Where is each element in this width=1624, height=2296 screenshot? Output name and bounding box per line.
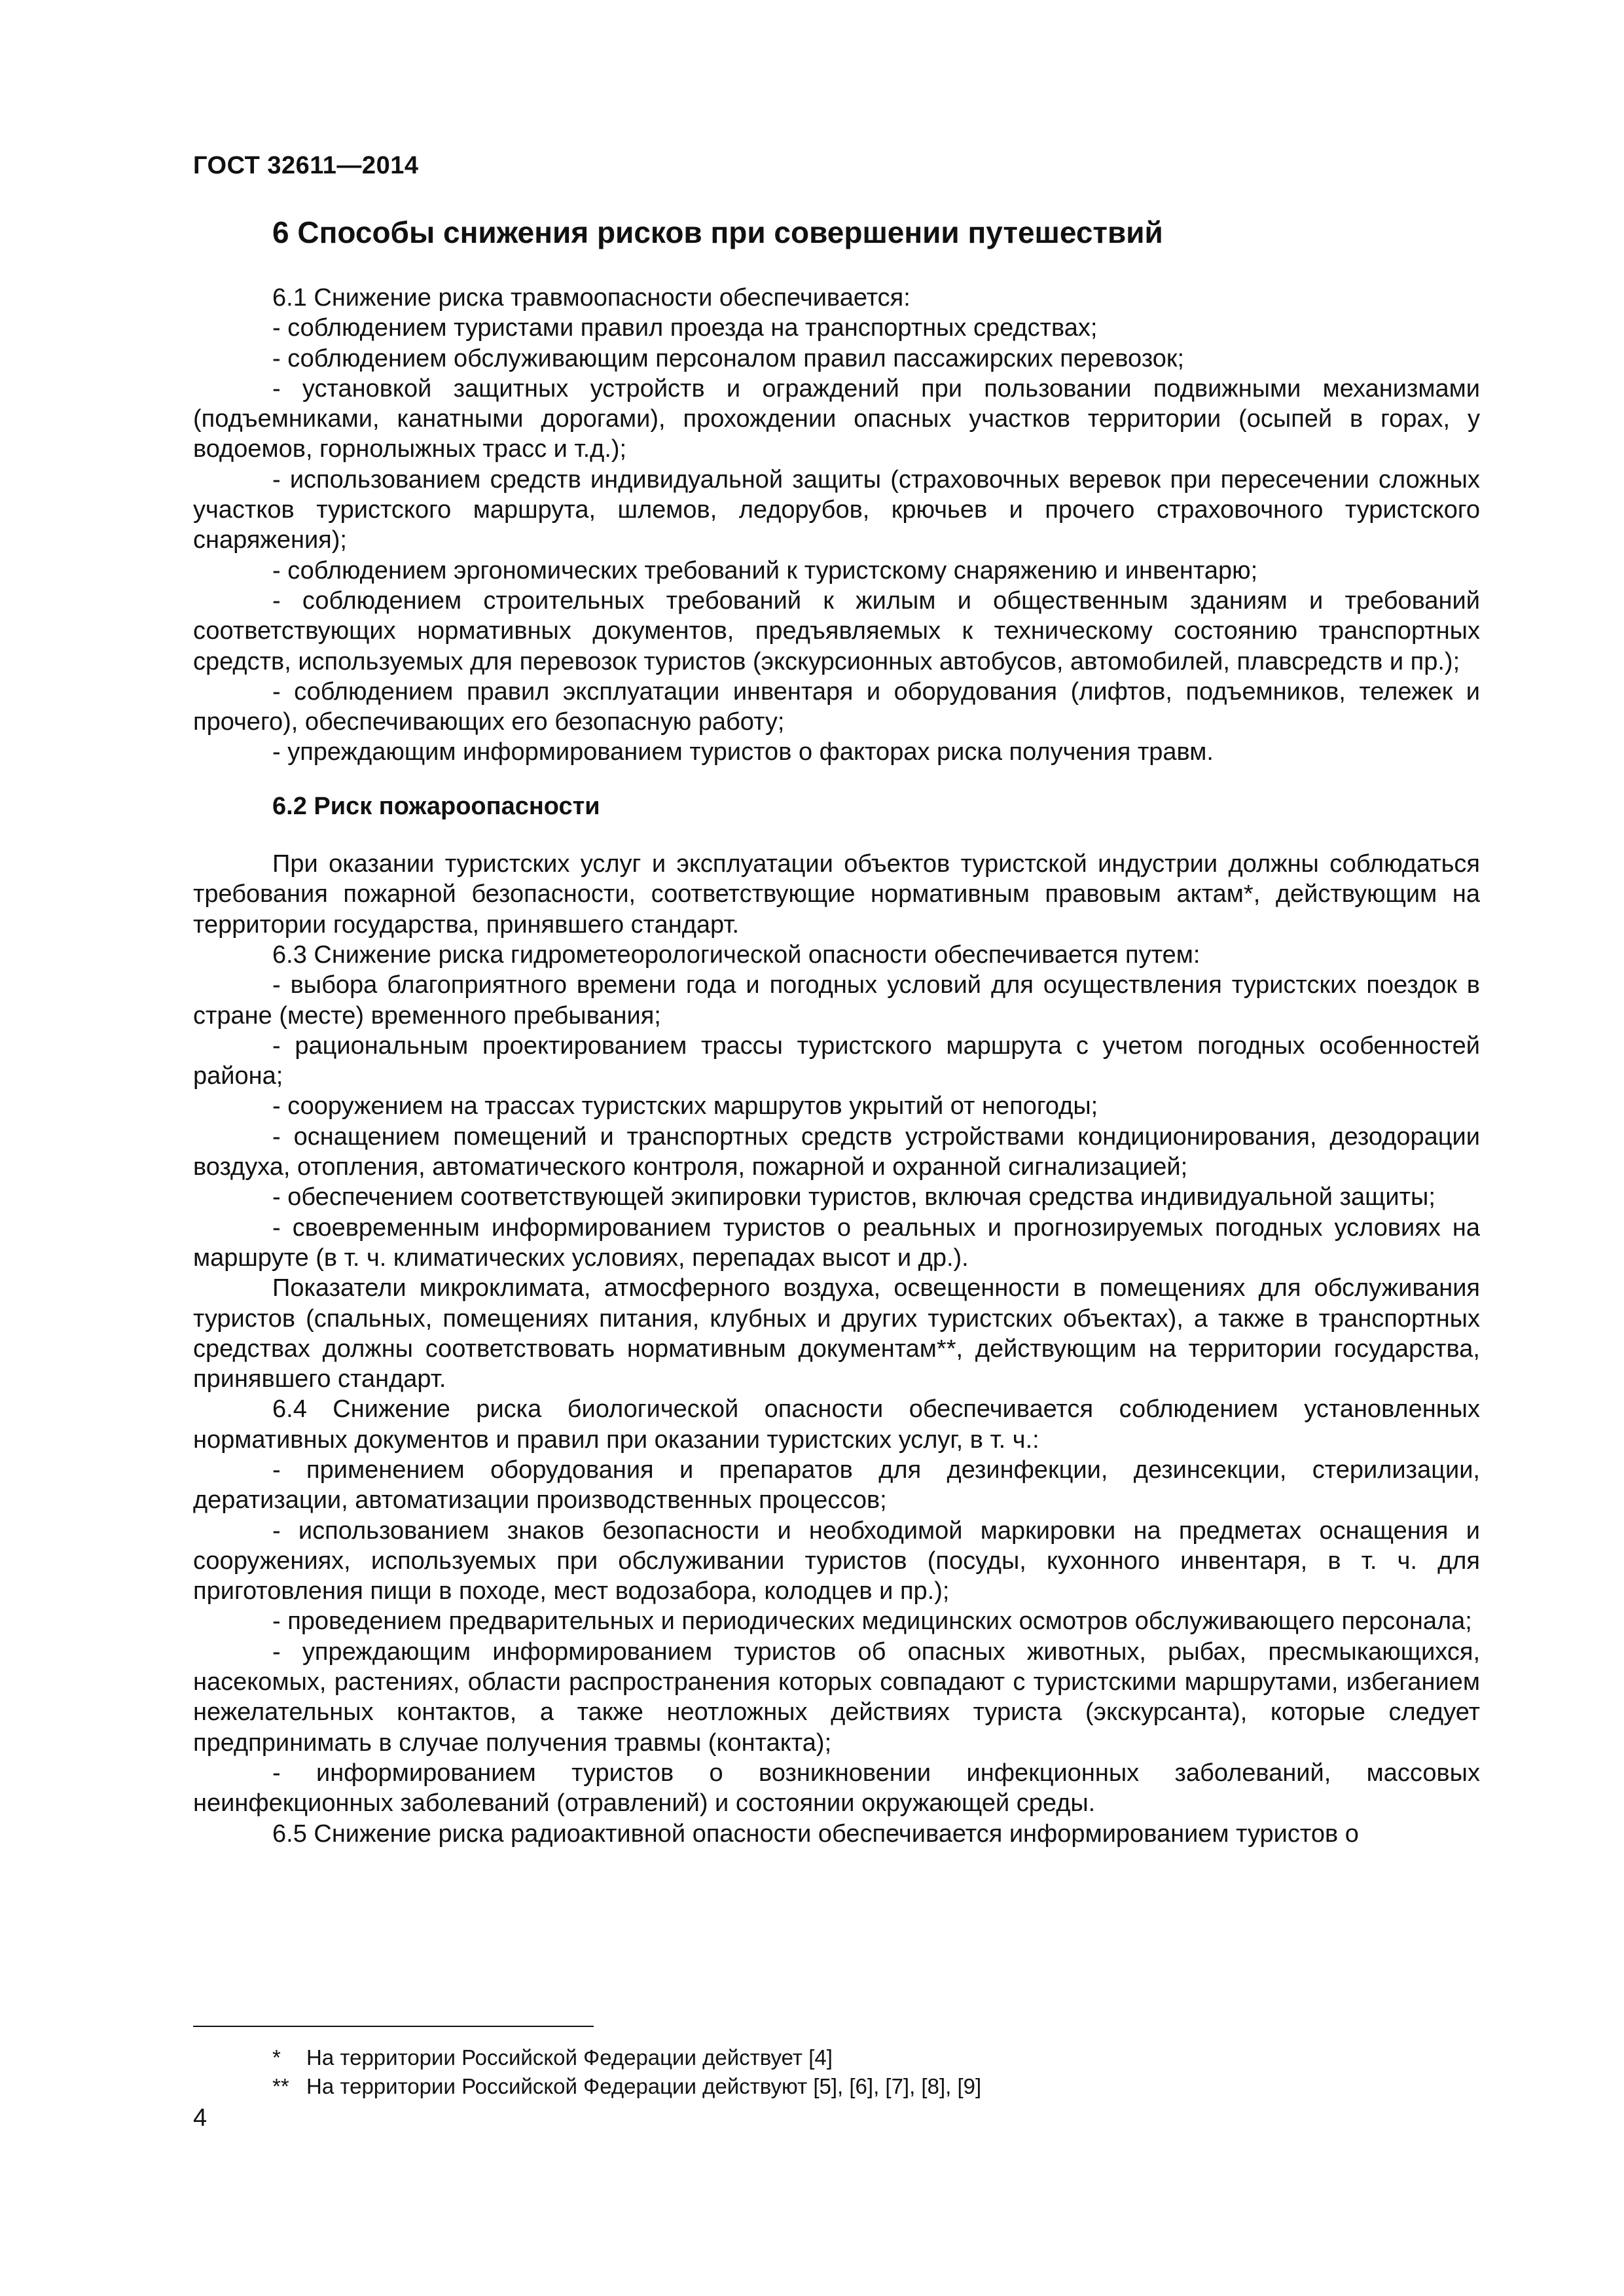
paragraph: Показатели микроклимата, атмосферного воздуха, освещенности в помещениях для обслуживания туристов (спальных, помещениях питания, клубных и других туристских объектах), а также в транспортных средствах должны соответствовать нормативным документам**, действующим на территории государства, принявшего стандарт. xyxy=(193,1274,1480,1393)
paragraph: - упреждающим информированием туристов об опасных животных, рыбах, пресмыкающихся, насекомых, растениях, области распространения которых совпадают с туристскими маршрутами, избеганием нежелательных контактов, а также неотложных действиях туриста (экскурсанта), которые следует предпринимать в случае получения травмы (контакта); xyxy=(193,1638,1480,1757)
footnotes xyxy=(272,2043,981,2101)
paragraph: - сооружением на трассах туристских маршрутов укрытий от непогоды; xyxy=(272,1092,1098,1121)
document-code: ГОСТ 32611—2014 xyxy=(193,152,419,179)
paragraph: - использованием знаков безопасности и необходимой маркировки на предметах оснащения и сооружениях, используемых при обслуживании туристов (посуды, кухонного инвентаря, в т. ч. для приготовления пищи в походе, мест водозабора, колодцев и пр.); xyxy=(193,1516,1480,1605)
paragraph: - рациональным проектированием трассы туристского маршрута с учетом погодных особенностей района; xyxy=(193,1031,1480,1090)
page-number: 4 xyxy=(193,2104,208,2132)
paragraph: 6.1 Снижение риска травмоопасности обеспечивается: xyxy=(272,284,911,312)
paragraph: - соблюдением строительных требований к жилым и общественным зданиям и требований соответствующих нормативных документов, предъявляемых к техническому состоянию транспортных средств, используемых для перевозок туристов (экскурсионных автобусов, автомобилей, плавсредств и пр.); xyxy=(193,586,1480,675)
body-text xyxy=(193,283,1480,1849)
footnote-text: На территории Российской Федерации действуют [5], [6], [7], [8], [9] xyxy=(306,2074,982,2098)
section-title: 6 Способы снижения рисков при совершении путешествий xyxy=(272,215,1163,249)
paragraph: - применением оборудования и препаратов для дезинфекции, дезинсекции, стерилизации, дератизации, автоматизации производственных процессов; xyxy=(193,1456,1480,1515)
paragraph: - своевременным информированием туристов о реальных и прогнозируемых погодных условиях на маршруте (в т. ч. климатических условиях, перепадах высот и др.). xyxy=(193,1213,1480,1272)
paragraph: - упреждающим информированием туристов о факторах риска получения травм. xyxy=(272,738,1214,766)
paragraph: При оказании туристских услуг и эксплуатации объектов туристской индустрии должны соблюдаться требования пожарной безопасности, соответствующие нормативным правовым актам*, действующим на территории государства, принявшего стандарт. xyxy=(193,850,1480,939)
paragraph: - использованием средств индивидуальной защиты (страховочных веревок при пересечении сложных участков туристского маршрута, шлемов, ледорубов, крючьев и прочего страховочного туристского снаряжения); xyxy=(193,465,1480,554)
footnote-mark: * xyxy=(272,2045,281,2070)
paragraph: - соблюдением туристами правил проезда на транспортных средствах; xyxy=(272,314,1098,342)
paragraph: - установкой защитных устройств и ограждений при пользовании подвижными механизмами (подъемниками, канатными дорогами), прохождении опасных участков территории (осыпей в горах, у водоемов, горнолыжных трасс и т.д.); xyxy=(193,374,1480,463)
paragraph: - выбора благоприятного времени года и погодных условий для осуществления туристских поездок в стране (месте) временного пребывания; xyxy=(193,971,1480,1030)
paragraph: 6.4 Снижение риска биологической опасности обеспечивается соблюдением установленных нормативных документов и правил при оказании туристских услуг, в т. ч.: xyxy=(193,1395,1480,1454)
footnote-text: На территории Российской Федерации действует [4] xyxy=(306,2045,833,2070)
paragraph: - обеспечением соответствующей экипировки туристов, включая средства индивидуальной защиты; xyxy=(272,1183,1435,1211)
subsection-title: 6.2 Риск пожароопасности xyxy=(272,792,600,820)
paragraph: - соблюдением обслуживающим персоналом правил пассажирских перевозок; xyxy=(272,344,1185,372)
paragraph: - оснащением помещений и транспортных средств устройствами кондиционирования, дезодорации воздуха, отопления, автоматического контроля, пожарной и охранной сигнализацией; xyxy=(193,1122,1480,1181)
footnote-mark: ** xyxy=(272,2074,289,2098)
footnote-divider xyxy=(193,2026,594,2027)
paragraph: - соблюдением правил эксплуатации инвентаря и оборудования (лифтов, подъемников, тележек и прочего), обеспечивающих его безопасную работу; xyxy=(193,677,1480,736)
footnote xyxy=(272,2043,981,2072)
paragraph: 6.5 Снижение риска радиоактивной опасности обеспечивается информированием туристов о xyxy=(272,1820,1359,1848)
paragraph: - информированием туристов о возникновении инфекционных заболеваний, массовых неинфекционных заболеваний (отравлений) и состоянии окружающей среды. xyxy=(193,1759,1480,1818)
paragraph: 6.3 Снижение риска гидрометеорологической опасности обеспечивается путем: xyxy=(272,941,1200,969)
footnote xyxy=(272,2072,981,2101)
paragraph: - проведением предварительных и периодических медицинских осмотров обслуживающего персонала; xyxy=(272,1607,1472,1636)
paragraph: - соблюдением эргономических требований к туристскому снаряжению и инвентарю; xyxy=(272,556,1258,584)
